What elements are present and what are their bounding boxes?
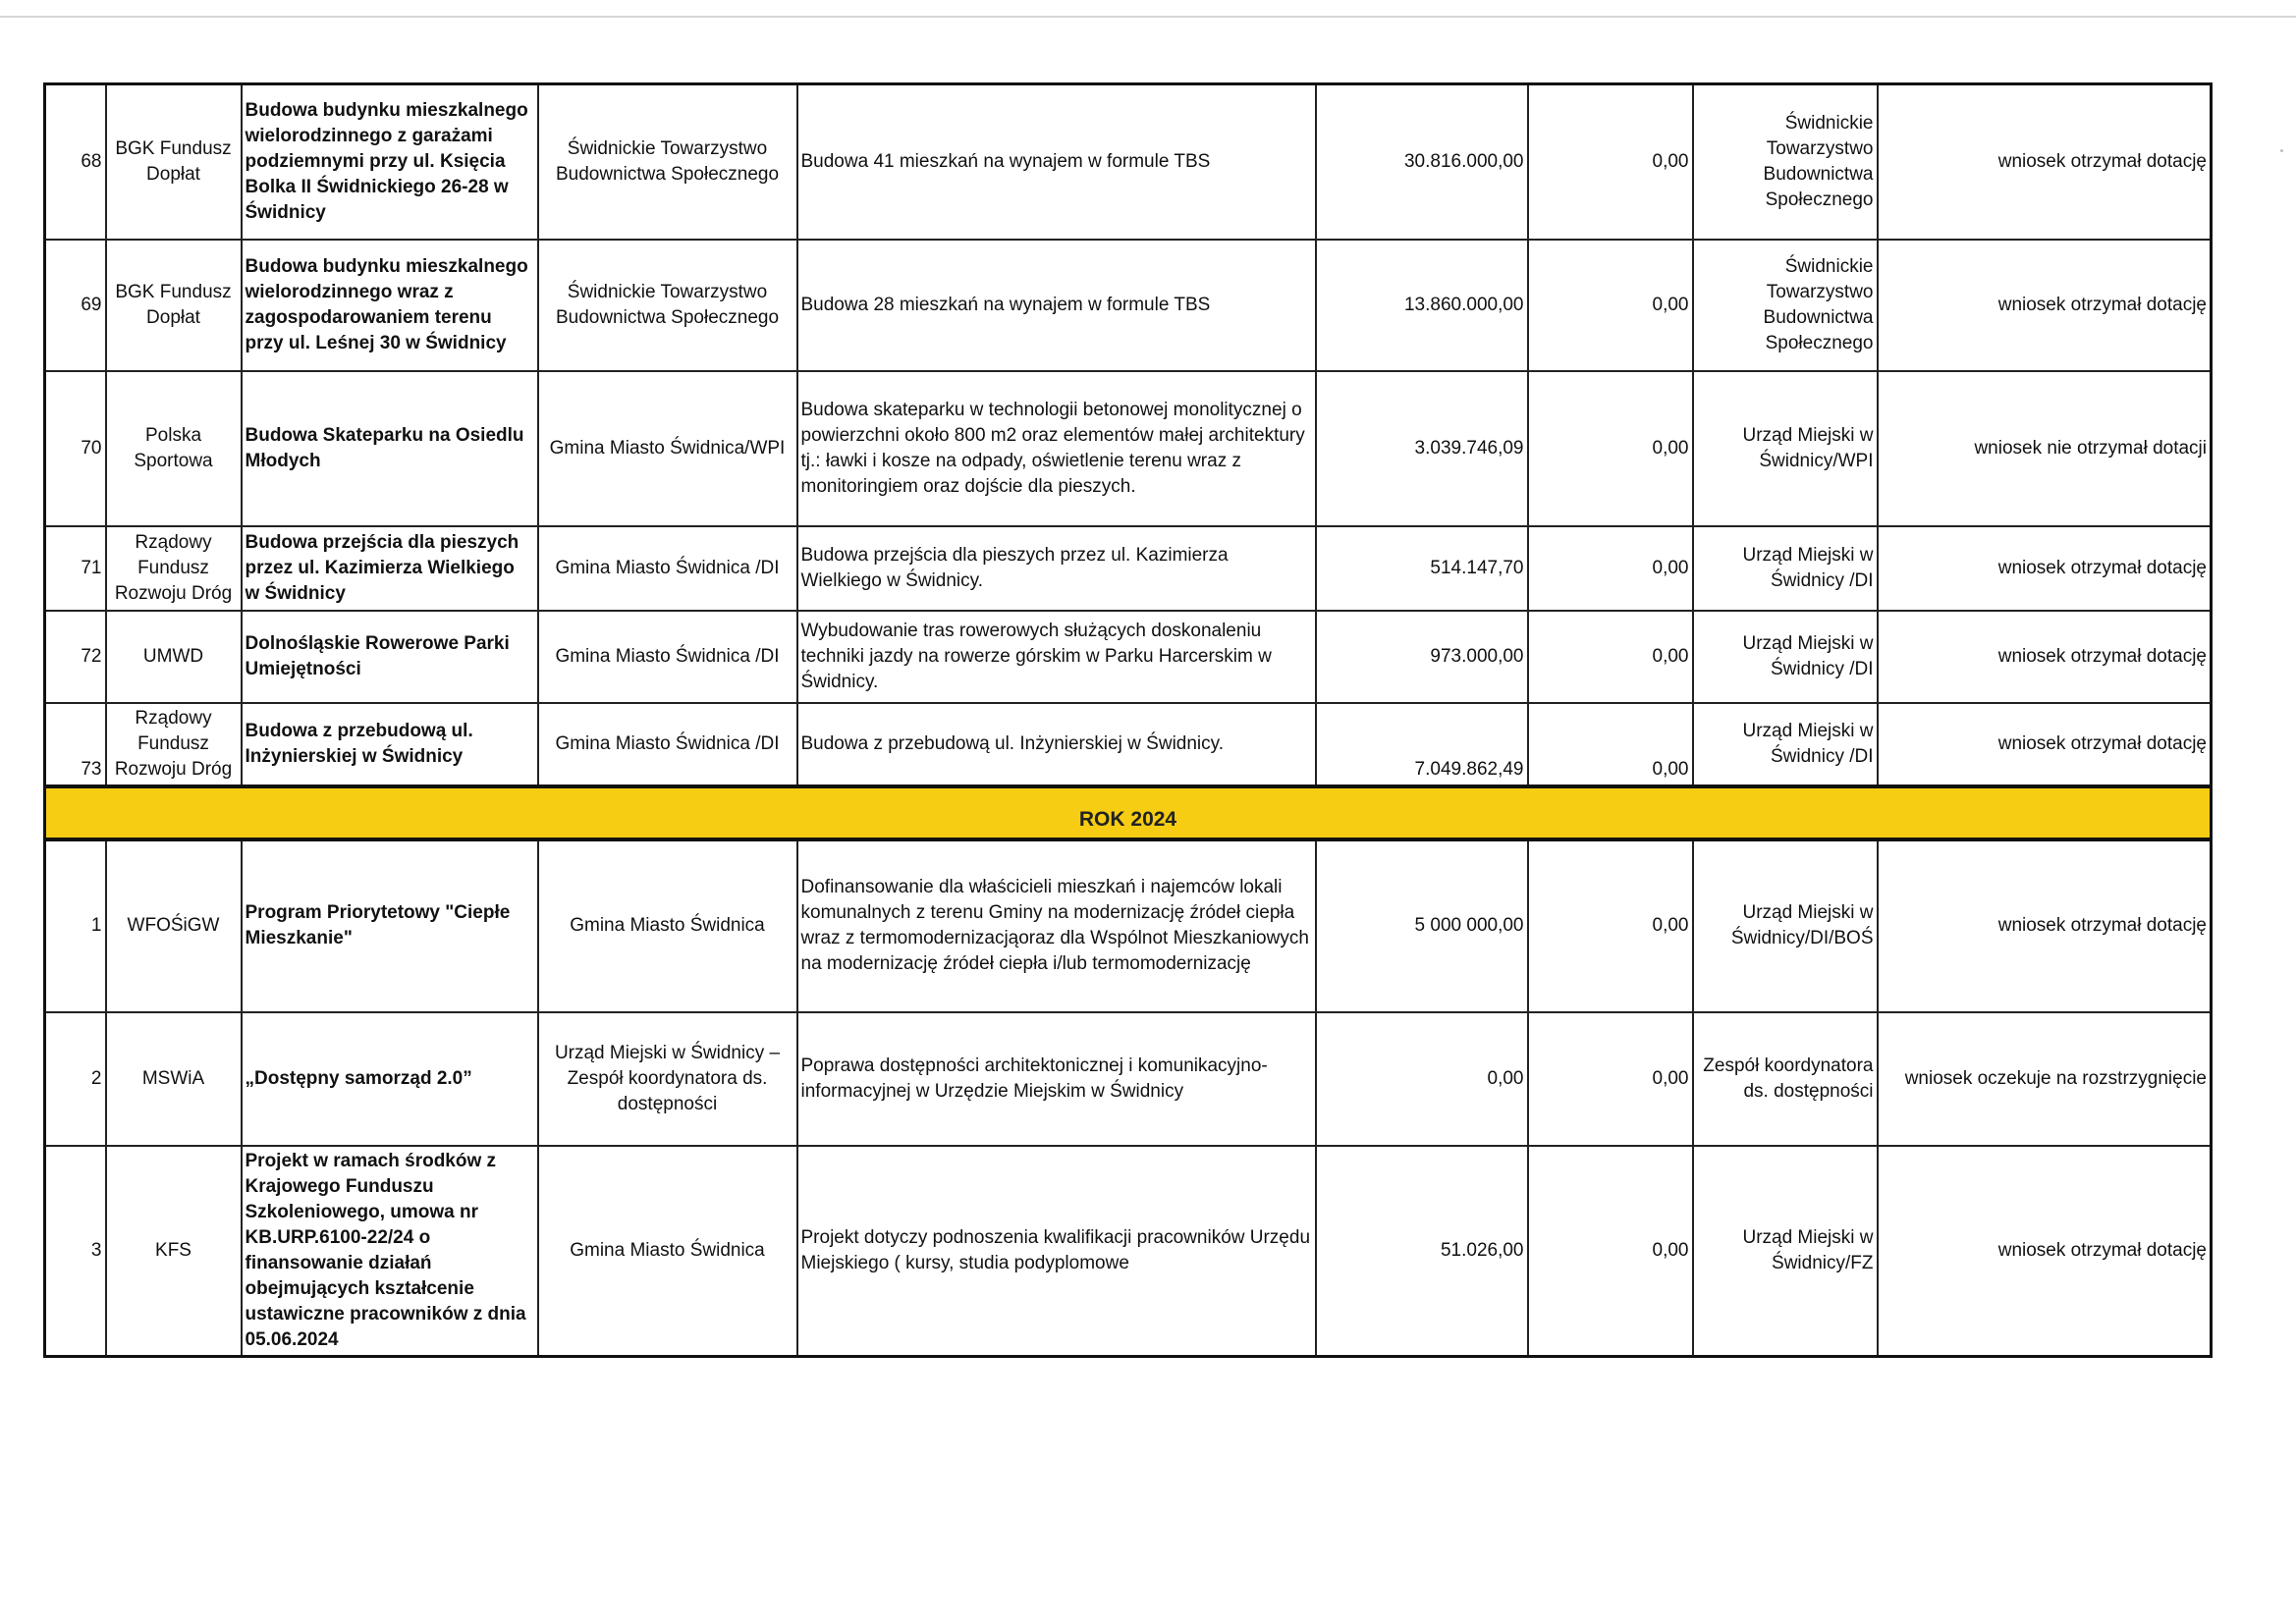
applicant: Świdnickie Towarzystwo Budownictwa Społecznego [538,240,797,371]
responsible-unit: Urząd Miejski w Świdnicy/FZ [1693,1146,1878,1357]
responsible-unit: Urząd Miejski w Świdnicy /DI [1693,611,1878,703]
applicant: Świdnickie Towarzystwo Budownictwa Społecznego [538,84,797,240]
responsible-unit: Zespół koordynatora ds. dostępności [1693,1012,1878,1146]
funding-source: Polska Sportowa [106,371,242,526]
year-label: ROK 2024 [1078,807,1177,831]
own-contribution: 0,00 [1528,611,1693,703]
application-status: wniosek otrzymał dotację [1878,84,2212,240]
project-title: Budowa budynku mieszkalnego wielorodzinnego z garażami podziemnymi przy ul. Księcia Bolka II Świdnickiego 26-28 w Świdnicy [242,84,538,240]
table-row [45,371,2212,526]
own-contribution: 0,00 [1528,371,1693,526]
funding-source: UMWD [106,611,242,703]
project-description: Projekt dotyczy podnoszenia kwalifikacji pracowników Urzędu Miejskiego ( kursy, studia podyplomowe [797,1146,1316,1357]
applicant: Gmina Miasto Świdnica/WPI [538,371,797,526]
project-description: Budowa z przebudową ul. Inżynierskiej w Świdnicy. [797,703,1316,786]
application-status: wniosek otrzymał dotację [1878,240,2212,371]
table-row [45,839,2212,1012]
project-title: „Dostępny samorząd 2.0” [242,1012,538,1146]
row-number: 2 [45,1012,106,1146]
applicant: Gmina Miasto Świdnica [538,839,797,1012]
funding-source: Rządowy Fundusz Rozwoju Dróg [106,526,242,611]
year-header [45,786,2212,839]
own-contribution: 0,00 [1528,1012,1693,1146]
table-row [45,611,2212,703]
row-number: 69 [45,240,106,371]
project-amount: 0,00 [1316,1012,1528,1146]
scan-speck [2280,149,2283,152]
funding-source: KFS [106,1146,242,1357]
project-description: Budowa skateparku w technologii betonowej monolitycznej o powierzchni około 800 m2 oraz elementów małej architektury tj.: ławki i kosze na odpady, oświetlenie terenu wraz z monitoringiem oraz dojście dla pieszych. [797,371,1316,526]
application-status: wniosek otrzymał dotację [1878,839,2212,1012]
project-title: Dolnośląskie Rowerowe Parki Umiejętności [242,611,538,703]
table-row [45,1012,2212,1146]
funding-source: BGK Fundusz Dopłat [106,240,242,371]
responsible-unit: Urząd Miejski w Świdnicy/DI/BOŚ [1693,839,1878,1012]
application-status: wniosek otrzymał dotację [1878,611,2212,703]
row-number: 71 [45,526,106,611]
project-amount: 3.039.746,09 [1316,371,1528,526]
row-number: 73 [45,703,106,786]
own-contribution: 0,00 [1528,240,1693,371]
application-status: wniosek nie otrzymał dotacji [1878,371,2212,526]
own-contribution: 0,00 [1528,703,1693,786]
project-amount: 7.049.862,49 [1316,703,1528,786]
project-description: Budowa przejścia dla pieszych przez ul. Kazimierza Wielkiego w Świdnicy. [797,526,1316,611]
responsible-unit: Świdnickie Towarzystwo Budownictwa Społecznego [1693,240,1878,371]
application-status: wniosek otrzymał dotację [1878,526,2212,611]
responsible-unit: Urząd Miejski w Świdnicy/WPI [1693,371,1878,526]
applicant: Gmina Miasto Świdnica /DI [538,611,797,703]
funding-source: BGK Fundusz Dopłat [106,84,242,240]
project-description: Poprawa dostępności architektonicznej i komunikacyjno-informacyjnej w Urzędzie Miejskim w Świdnicy [797,1012,1316,1146]
responsible-unit: Świdnickie Towarzystwo Budownictwa Społecznego [1693,84,1878,240]
grants-table-sheet [43,82,2210,1358]
project-amount: 973.000,00 [1316,611,1528,703]
project-title: Program Priorytetowy "Ciepłe Mieszkanie" [242,839,538,1012]
project-amount: 5 000 000,00 [1316,839,1528,1012]
applicant: Gmina Miasto Świdnica /DI [538,703,797,786]
project-title: Budowa przejścia dla pieszych przez ul. Kazimierza Wielkiego w Świdnicy [242,526,538,611]
table-row [45,526,2212,611]
row-number: 72 [45,611,106,703]
funding-source: WFOŚiGW [106,839,242,1012]
project-title: Budowa z przebudową ul. Inżynierskiej w Świdnicy [242,703,538,786]
project-title: Budowa budynku mieszkalnego wielorodzinnego wraz z zagospodarowaniem terenu przy ul. Leśnej 30 w Świdnicy [242,240,538,371]
project-description: Wybudowanie tras rowerowych służących doskonaleniu techniki jazdy na rowerze górskim w Parku Harcerskim w Świdnicy. [797,611,1316,703]
funding-source: MSWiA [106,1012,242,1146]
row-number: 1 [45,839,106,1012]
table-row [45,240,2212,371]
project-description: Budowa 28 mieszkań na wynajem w formule TBS [797,240,1316,371]
own-contribution: 0,00 [1528,1146,1693,1357]
own-contribution: 0,00 [1528,839,1693,1012]
application-status: wniosek otrzymał dotację [1878,1146,2212,1357]
project-amount: 13.860.000,00 [1316,240,1528,371]
project-description: Budowa 41 mieszkań na wynajem w formule TBS [797,84,1316,240]
row-number: 68 [45,84,106,240]
table-row [45,703,2212,786]
row-number: 70 [45,371,106,526]
table-row [45,84,2212,240]
responsible-unit: Urząd Miejski w Świdnicy /DI [1693,703,1878,786]
scan-top-line [0,16,2296,18]
project-amount: 514.147,70 [1316,526,1528,611]
grants-table [43,82,2213,1358]
project-description: Dofinansowanie dla właścicieli mieszkań i najemców lokali komunalnych z terenu Gminy na modernizację źródeł ciepła wraz z termomodernizacjąoraz dla Wspólnot Mieszkaniowych na modernizację źródeł ciepła i/lub termomodernizację [797,839,1316,1012]
application-status: wniosek otrzymał dotację [1878,703,2212,786]
applicant: Gmina Miasto Świdnica /DI [538,526,797,611]
own-contribution: 0,00 [1528,84,1693,240]
table-row [45,1146,2212,1357]
row-number: 3 [45,1146,106,1357]
applicant: Gmina Miasto Świdnica [538,1146,797,1357]
application-status: wniosek oczekuje na rozstrzygnięcie [1878,1012,2212,1146]
project-amount: 51.026,00 [1316,1146,1528,1357]
funding-source: Rządowy Fundusz Rozwoju Dróg [106,703,242,786]
own-contribution: 0,00 [1528,526,1693,611]
year-header-row [45,786,2212,839]
project-title: Projekt w ramach środków z Krajowego Funduszu Szkoleniowego, umowa nr KB.URP.6100-22/24 o finansowanie działań obejmujących kształcenie ustawiczne pracowników z dnia 05.06.2024 [242,1146,538,1357]
project-amount: 30.816.000,00 [1316,84,1528,240]
applicant: Urząd Miejski w Świdnicy – Zespół koordynatora ds. dostępności [538,1012,797,1146]
responsible-unit: Urząd Miejski w Świdnicy /DI [1693,526,1878,611]
project-title: Budowa Skateparku na Osiedlu Młodych [242,371,538,526]
